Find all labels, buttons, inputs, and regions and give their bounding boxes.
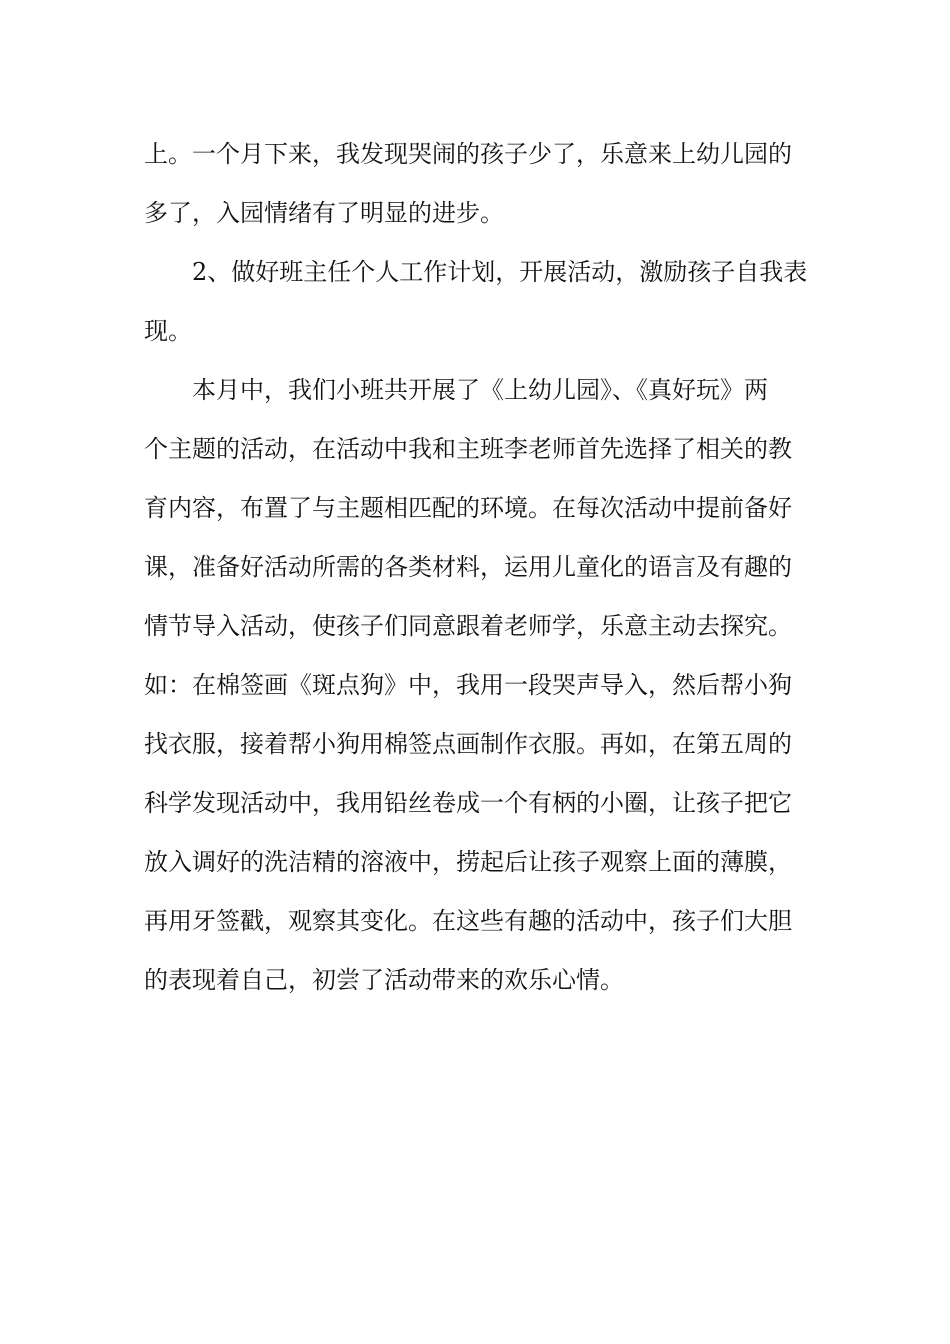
paragraph-start: 本月中，我们小班共开展了《上幼儿园》、《真好玩》两: [192, 376, 768, 404]
body-text: [144, 125, 824, 1010]
text-line: 如：在棉签画《斑点狗》中，我用一段哭声导入，然后帮小狗: [144, 671, 792, 699]
text-line: 再用牙签戳，观察其变化。在这些有趣的活动中，孩子们大胆: [144, 907, 792, 935]
text-line: 课，准备好活动所需的各类材料，运用儿童化的语言及有趣的: [144, 553, 792, 581]
text-line: 上。一个月下来，我发现哭闹的孩子少了，乐意来上幼儿园的: [144, 140, 792, 168]
text-line: 情节导入活动，使孩子们同意跟着老师学，乐意主动去探究。: [144, 612, 792, 640]
text-line: 找衣服，接着帮小狗用棉签点画制作衣服。再如，在第五周的: [144, 730, 792, 758]
section-heading: 2、做好班主任个人工作计划，开展活动，激励孩子自我表: [192, 258, 808, 286]
text-line: 的表现着自己，初尝了活动带来的欢乐心情。: [144, 966, 624, 994]
text-line: 科学发现活动中，我用铅丝卷成一个有柄的小圈，让孩子把它: [144, 789, 792, 817]
text-line: 现。: [144, 317, 192, 345]
text-line: 放入调好的洗洁精的溶液中，捞起后让孩子观察上面的薄膜，: [144, 848, 792, 876]
text-line: 多了，入园情绪有了明显的进步。: [144, 199, 504, 227]
text-line: 育内容，布置了与主题相匹配的环境。在每次活动中提前备好: [144, 494, 792, 522]
text-line: 个主题的活动，在活动中我和主班李老师首先选择了相关的教: [144, 435, 792, 463]
